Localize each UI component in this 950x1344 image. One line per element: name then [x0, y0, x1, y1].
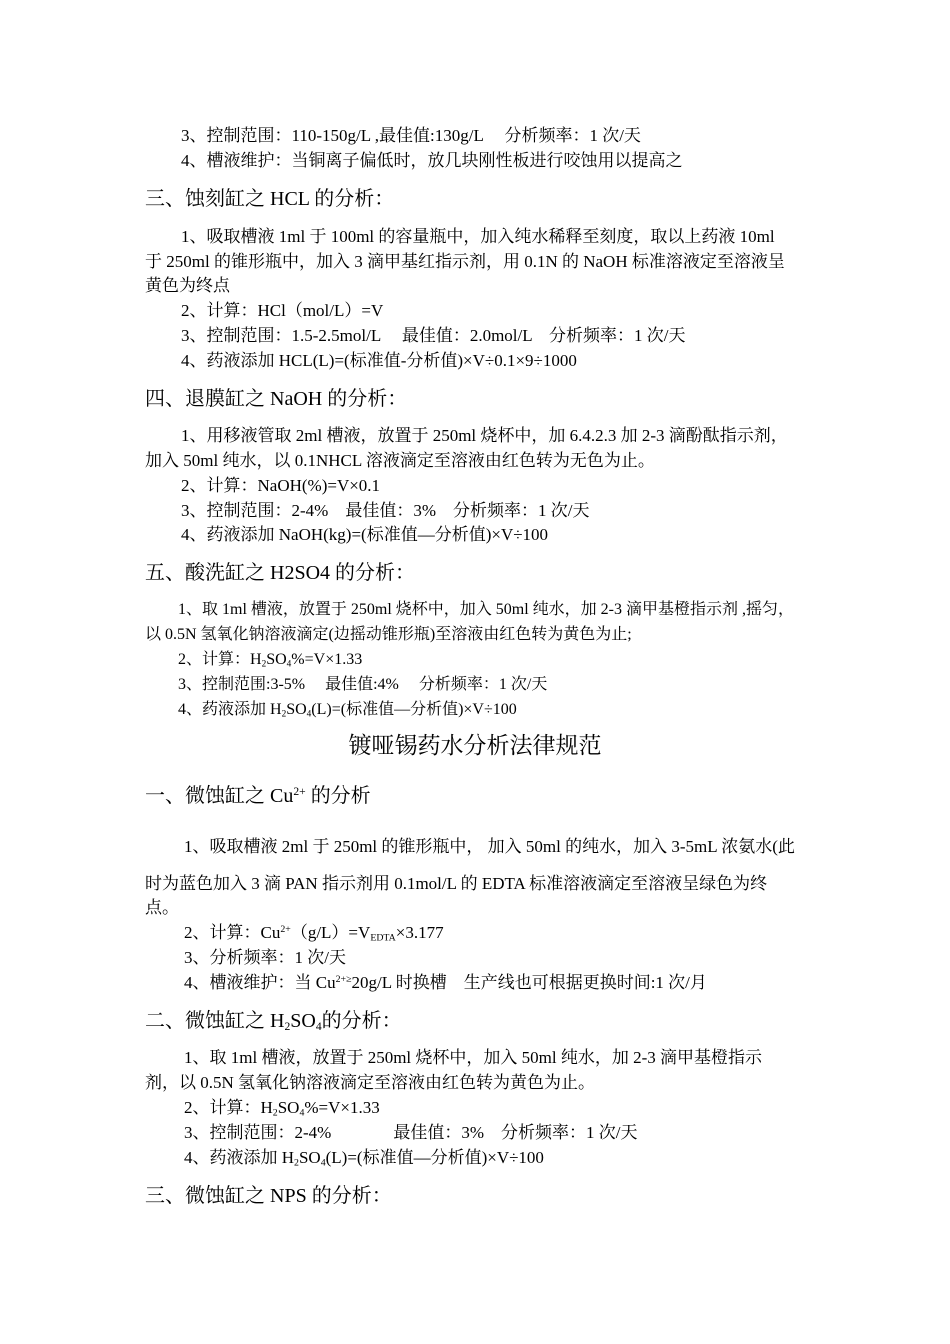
m2-step2: 2、计算：$H_2SO_4\%=V\times 1.33$ [184, 1098, 380, 1119]
s3-step3: 3、控制范围：1.5-2.5mol/L 最佳值：2.0mol/L 分析频率：1 次/天 [181, 326, 686, 345]
document-title: 镀哑锡药水分析法律规范 [348, 733, 602, 758]
s5-step2: 2、计算：$H_2SO_4\%=V\times 1.33$ [178, 651, 363, 670]
s3-step2: 2、计算：HCl（mol/L）=V [181, 301, 384, 320]
m3-heading: 三、微蚀缸之 NPS 的分析： [145, 1185, 392, 1207]
s3-step1-line3: 黄色为终点 [145, 276, 230, 295]
m1-step1-line3: 点。 [145, 898, 179, 917]
top-control-range: 3、控制范围：110-150g/L ,最佳值:130g/L 分析频率：1 次/天 [181, 126, 641, 145]
section-4-heading: 四、退膜缸之 NaOH 的分析： [145, 388, 408, 410]
m2-step3: 3、控制范围：2-4% 最佳值：3% 分析频率：1 次/天 [184, 1123, 638, 1142]
top-bath-maintenance: 4、槽液维护：当铜离子偏低时，放几块刚性板进行咬蚀用以提高之 [181, 151, 683, 170]
s4-step2: 2、计算：NaOH(%)=V×0.1 [181, 476, 381, 495]
section-3-heading: 三、蚀刻缸之 HCL 的分析： [145, 188, 395, 210]
s3-step1-line1: 1、吸取槽液 1ml 于 100ml 的容量瓶中，加入纯水稀释至刻度，取以上药液 10ml [181, 227, 775, 246]
m1-step3: 3、分析频率：1 次/天 [184, 948, 346, 967]
s4-step1-line1: 1、用移液管取 2ml 槽液，放置于 250ml 烧杯中，加 6.4.2.3 加 2-3 滴酚酞指示剂， [181, 426, 788, 445]
s4-step4: 4、药液添加 NaOH(kg)=(标准值—分析值)×V÷100 [181, 525, 549, 544]
m2-heading: 二、微蚀缸之 $H_2SO_4$的分析： [145, 1010, 402, 1033]
m2-step1-line2: 剂，以 0.5N 氢氧化钠溶液滴定至溶液由红色转为黄色为止。 [145, 1073, 596, 1092]
section-5-heading: 五、酸洗缸之 H2SO4 的分析： [145, 562, 416, 584]
s5-step3: 3、控制范围:3-5% 最佳值:4% 分析频率：1 次/天 [178, 676, 548, 693]
m1-step4: 4、槽液维护：当 $Cu^{2+\ge}20g/L$ 时换槽 生产线也可根据更换时间:1 次/月 [184, 973, 707, 992]
m1-step2: 2、计算：$Cu^{2+}(g/L)=V_{EDTA}\times 3.177$ [184, 923, 444, 944]
m1-heading: 一、微蚀缸之 $Cu^{2+}$ 的分析 [145, 785, 371, 807]
s5-step1-line2: 以 0.5N 氢氧化钠溶液滴定(边摇动锥形瓶)至溶液由红色转为黄色为止; [145, 626, 632, 643]
s3-step4: 4、药液添加 HCL(L)=(标准值-分析值)×V÷0.1×9÷1000 [181, 351, 577, 370]
s5-step4: 4、药液添加 $H_2SO_4(L)=$(标准值—分析值)×V÷100 [178, 701, 517, 720]
m2-step4: 4、药液添加 $H_2SO_4(L)=$(标准值—分析值)×V÷100 [184, 1148, 544, 1169]
s4-step1-line2: 加入 50ml 纯水，以 0.1NHCL 溶液滴定至溶液由红色转为无色为止。 [145, 451, 655, 470]
s3-step1-line2: 于 250ml 的锥形瓶中，加入 3 滴甲基红指示剂，用 0.1N 的 NaOH 标准溶液定至溶液呈 [145, 252, 785, 271]
m1-step1-line2: 时为蓝色加入 3 滴 PAN 指示剂用 0.1mol/L 的 EDTA 标准溶液滴定至溶液呈绿色为终 [145, 874, 768, 893]
s5-step1-line1: 1、取 1ml 槽液，放置于 250ml 烧杯中，加入 50ml 纯水，加 2-3 滴甲基橙指示剂 ,摇匀， [178, 601, 795, 618]
m1-step1-line1: 1、吸取槽液 2ml 于 250ml 的锥形瓶中， 加入 50ml 的纯水，加入 3-5mL 浓氨水(此 [184, 837, 795, 856]
m2-step1-line1: 1、取 1ml 槽液，放置于 250ml 烧杯中，加入 50ml 纯水，加 2-3 滴甲基橙指示 [184, 1048, 762, 1067]
s4-step3: 3、控制范围：2-4% 最佳值：3% 分析频率：1 次/天 [181, 501, 590, 520]
